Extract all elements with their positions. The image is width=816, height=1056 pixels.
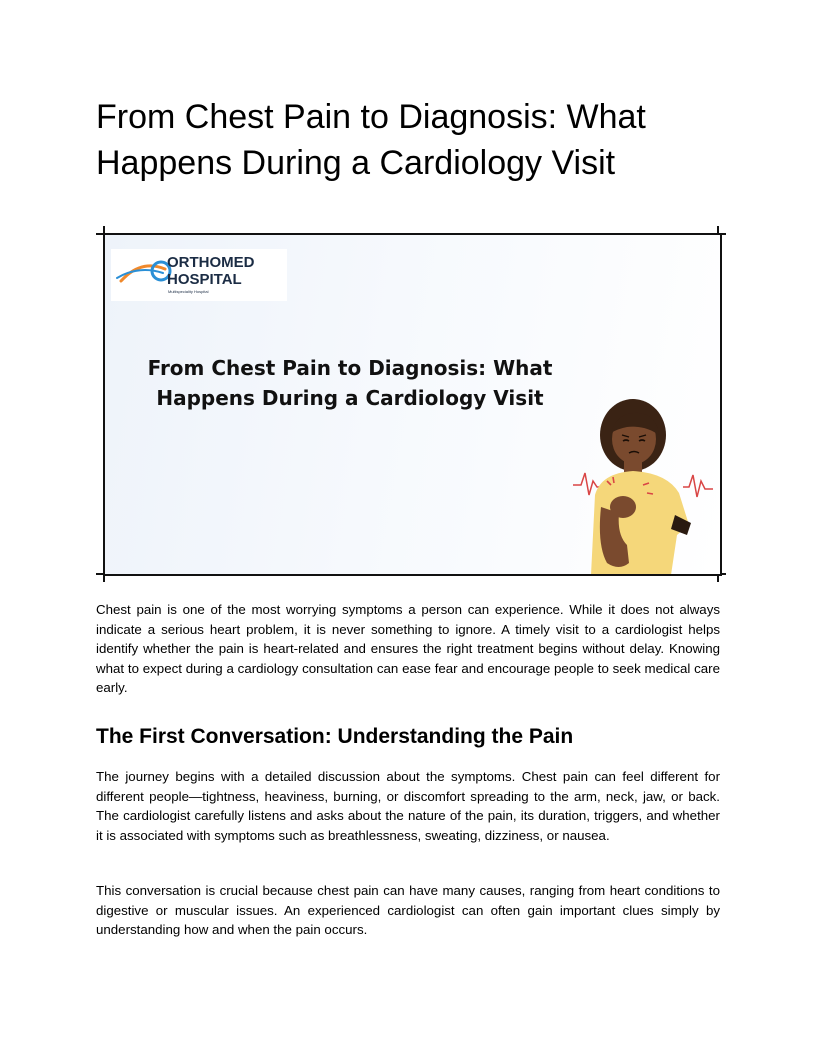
banner-frame: [103, 233, 722, 576]
section-paragraph-2: This conversation is crucial because chest pain can have many causes, ranging from heart conditions to digestive or muscular issues. An experienced cardiologist can often gain important clues simply by understanding how and when the pain occurs.: [96, 883, 720, 938]
section-heading: The First Conversation: Understanding the Pain: [96, 725, 574, 748]
woman-holding-chest-pain-icon: [567, 395, 717, 575]
logo-swoosh-icon: [113, 251, 173, 291]
banner-image: [98, 226, 726, 582]
section-paragraph-1: The journey begins with a detailed discussion about the symptoms. Chest pain can feel different for different people—tightness, heaviness, burning, or discomfort spreading to the arm, neck, jaw, or back. The cardiologist carefully listens and asks about the nature of the pain, its duration, triggers, and whether it is associated with symptoms such as breathlessness, sweating, dizziness, or nausea.: [96, 769, 720, 843]
banner-title: From Chest Pain to Diagnosis: What Happens During a Cardiology Visit: [147, 356, 553, 410]
logo-text-line1: ORTHOMED: [167, 254, 255, 271]
intro-paragraph: Chest pain is one of the most worrying symptoms a person can experience. While it does not always indicate a serious heart problem, it is never something to ignore. A timely visit to a cardiologist helps identify whether the pain is heart-related and ensures the right treatment begins without delay. Knowing what to expect during a cardiology consultation can ease fear and encourage people to seek medical care early.: [96, 602, 720, 696]
hospital-logo: [111, 249, 287, 301]
page-title: From Chest Pain to Diagnosis: What Happens During a Cardiology Visit: [96, 98, 646, 182]
logo-tagline: Multispeciality Hospital: [168, 289, 209, 294]
logo-text-line2: HOSPITAL: [167, 271, 242, 288]
